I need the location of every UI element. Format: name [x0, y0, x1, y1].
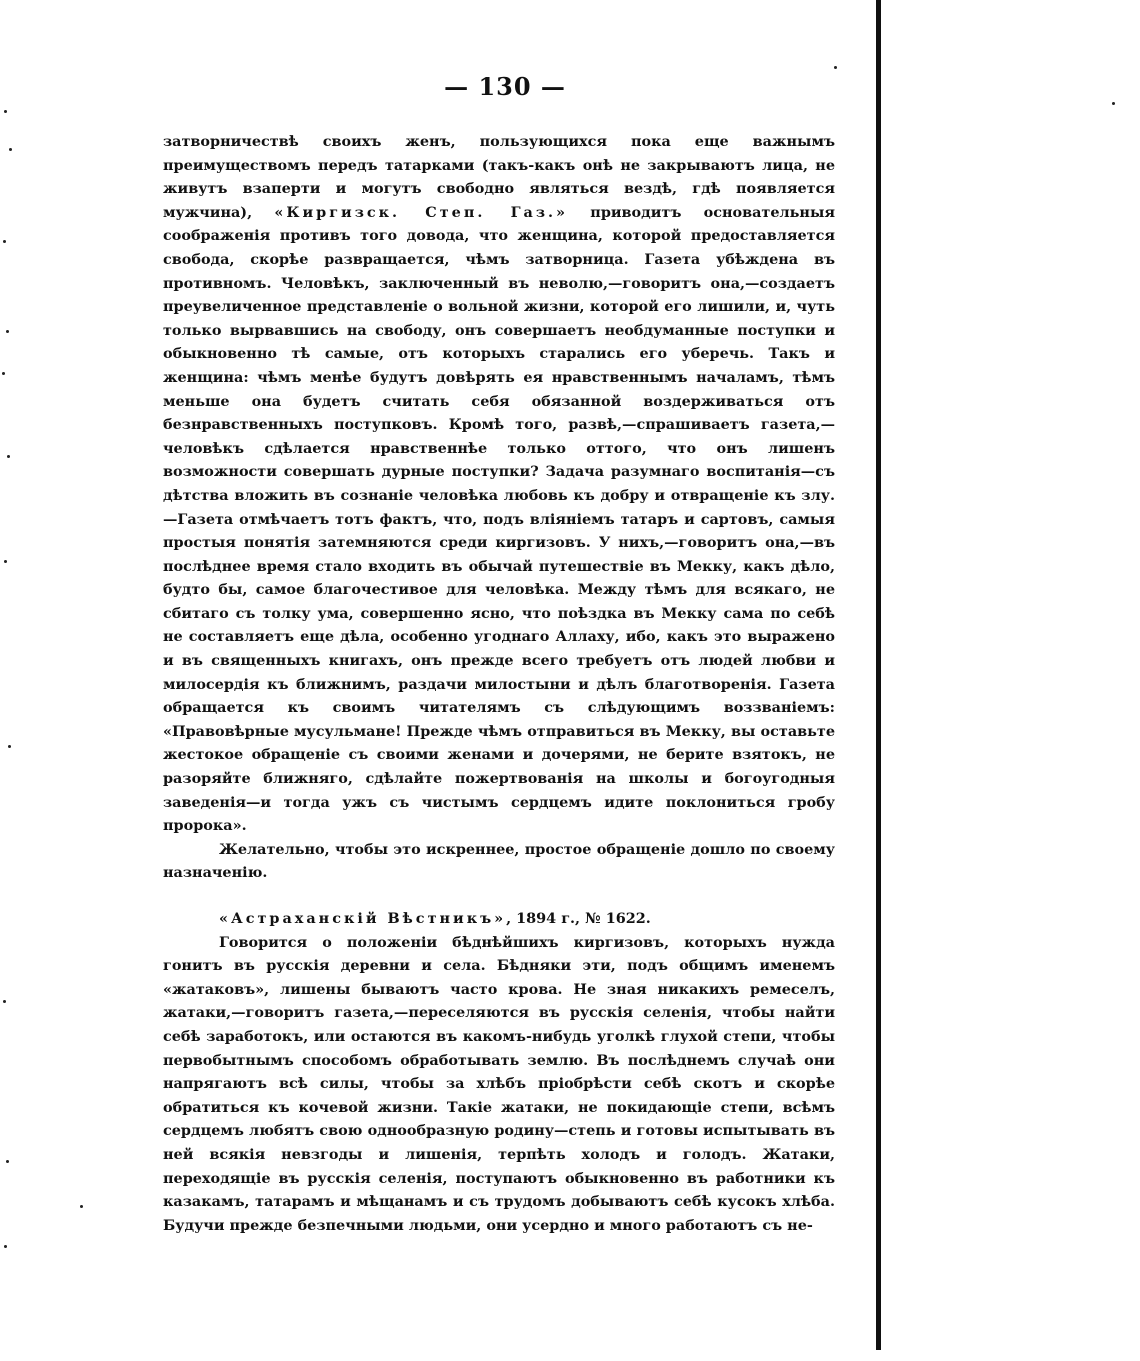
newspaper-heading — [163, 907, 835, 931]
paragraph-1-lead: затворничествѣ своихъ женъ, пользующихся пока еще важнымъ преимуществомъ передъ татарками (такъ-какъ онѣ не закрываютъ лица, не живутъ взаперти и могутъ свободно являться вездѣ, гдѣ появляется мужчина), — [163, 133, 835, 221]
page-number: — 130 — — [444, 72, 566, 101]
scan-speck — [4, 560, 7, 563]
scan-speck — [3, 1000, 6, 1003]
scan-speck — [6, 330, 9, 333]
scan-speck — [9, 148, 12, 151]
scan-speck — [6, 1160, 9, 1163]
scan-speck — [3, 240, 6, 243]
scan-speck — [7, 455, 10, 458]
paragraph-1-body: приводитъ основательныя соображенія противъ того довода, что женщина, которой предоставляется свобода, скорѣе развращается, чѣмъ затворница. Газета убѣждена въ противномъ. Человѣкъ, заключенный въ неволю,—говоритъ она,—создаетъ преувеличенное представленіе о вольной жизни, которой его лишили, и, чуть только вырвавшись на свободу, онъ совершаетъ необдуманные поступки и обыкновенно тѣ самые, отъ которыхъ старались его уберечь. Такъ и женщина: чѣмъ менѣе будутъ довѣрять ея нравственнымъ началамъ, тѣмъ меньше она будетъ считать себя обязанной воздерживаться отъ безнравственныхъ поступковъ. Кромѣ того, развѣ,—спрашиваетъ газета,—человѣкъ сдѣлается нравственнѣе только оттого, что онъ лишенъ возможности совершать дурные поступки? Задача разумнаго воспитанія—съ дѣтства вложить въ сознаніе человѣка любовь къ добру и отвращеніе къ злу.—Газета отмѣчаетъ тотъ фактъ, что, подъ вліяніемъ татаръ и сартовъ, самыя простыя понятія затемняются среди киргизовъ. У нихъ,—говоритъ она,—въ послѣднее время стало входить въ обычай путешествіе въ Мекку, какъ дѣло, будто бы, самое благочестивое для человѣка. Между тѣмъ для всякаго, не сбитаго съ толку ума, совершенно ясно, что поѣздка въ Мекку сама по себѣ не составляетъ еще дѣла, особенно угоднаго Аллаху, ибо, какъ это выражено и въ священныхъ книгахъ, онъ прежде всего требуетъ отъ людей любви и милосердія къ ближнимъ, раздачи милостыни и дѣлъ благотворенія. Газета обращается къ своимъ читателямъ съ слѣдующимъ воззваніемъ: «Правовѣрные мусульмане! Прежде чѣмъ отправиться въ Мекку, вы оставьте жестокое обращеніе съ своими женами и дочерями, не берите взятокъ, не разоряйте ближняго, сдѣлайте пожертвованія на школы и богоугодныя заведенія—и тогда ужъ съ чистымъ сердцемъ идите поклониться гробу пророка». — [163, 203, 836, 835]
paragraph-1 — [163, 130, 835, 838]
page-text — [163, 130, 835, 1237]
scan-speck — [4, 110, 7, 113]
scan-speck — [8, 745, 11, 748]
scan-speck — [834, 66, 837, 69]
page-edge-rule — [876, 0, 881, 1350]
newspaper-issue: , 1894 г., № 1622. — [506, 910, 651, 927]
paragraph-2: Желательно, чтобы это искреннее, простое обращеніе дошло по своему назначенію. — [163, 840, 835, 882]
scan-speck — [80, 1205, 83, 1208]
scan-speck — [2, 372, 5, 375]
paragraph-3: Говорится о положеніи бѣднѣйшихъ киргизовъ, которыхъ нужда гонитъ въ русскія деревни и села. Бѣдняки эти, подъ общимъ именемъ «жатаковъ», лишены бываютъ часто крова. Не зная никакихъ ремеселъ, жатаки,—говоритъ газета,—переселяются въ русскія селенія, чтобы найти себѣ заработокъ, или остаются въ какомъ-нибудь уголкѣ глухой степи, чтобы первобытнымъ способомъ обработывать землю. Въ послѣднемъ случаѣ они напрягаютъ всѣ силы, чтобы за хлѣбъ пріобрѣсти себѣ скотъ и скорѣе обратиться къ кочевой жизни. Такіе жатаки, не покидающіе степи, всѣмъ сердцемъ любятъ свою однообразную родину—степь и готовы испытывать въ ней всякія невзгоды и лишенія, терпѣть холодъ и голодъ. Жатаки, переходящіе въ русскія селенія, поступаютъ обыкновенно въ работники къ казакамъ, татарамъ и мѣщанамъ и съ трудомъ добываютъ себѣ кусокъ хлѣба. Будучи прежде безпечными людьми, они усердно и много работаютъ съ не- — [163, 933, 835, 1234]
scan-speck — [4, 1245, 7, 1248]
scan-speck — [1112, 102, 1115, 105]
newspaper-source-kirgiz: «Киргизск. Степ. Газ.» — [274, 203, 569, 221]
newspaper-source-astrakhan: «Астраханскій Вѣстникъ» — [219, 910, 507, 927]
